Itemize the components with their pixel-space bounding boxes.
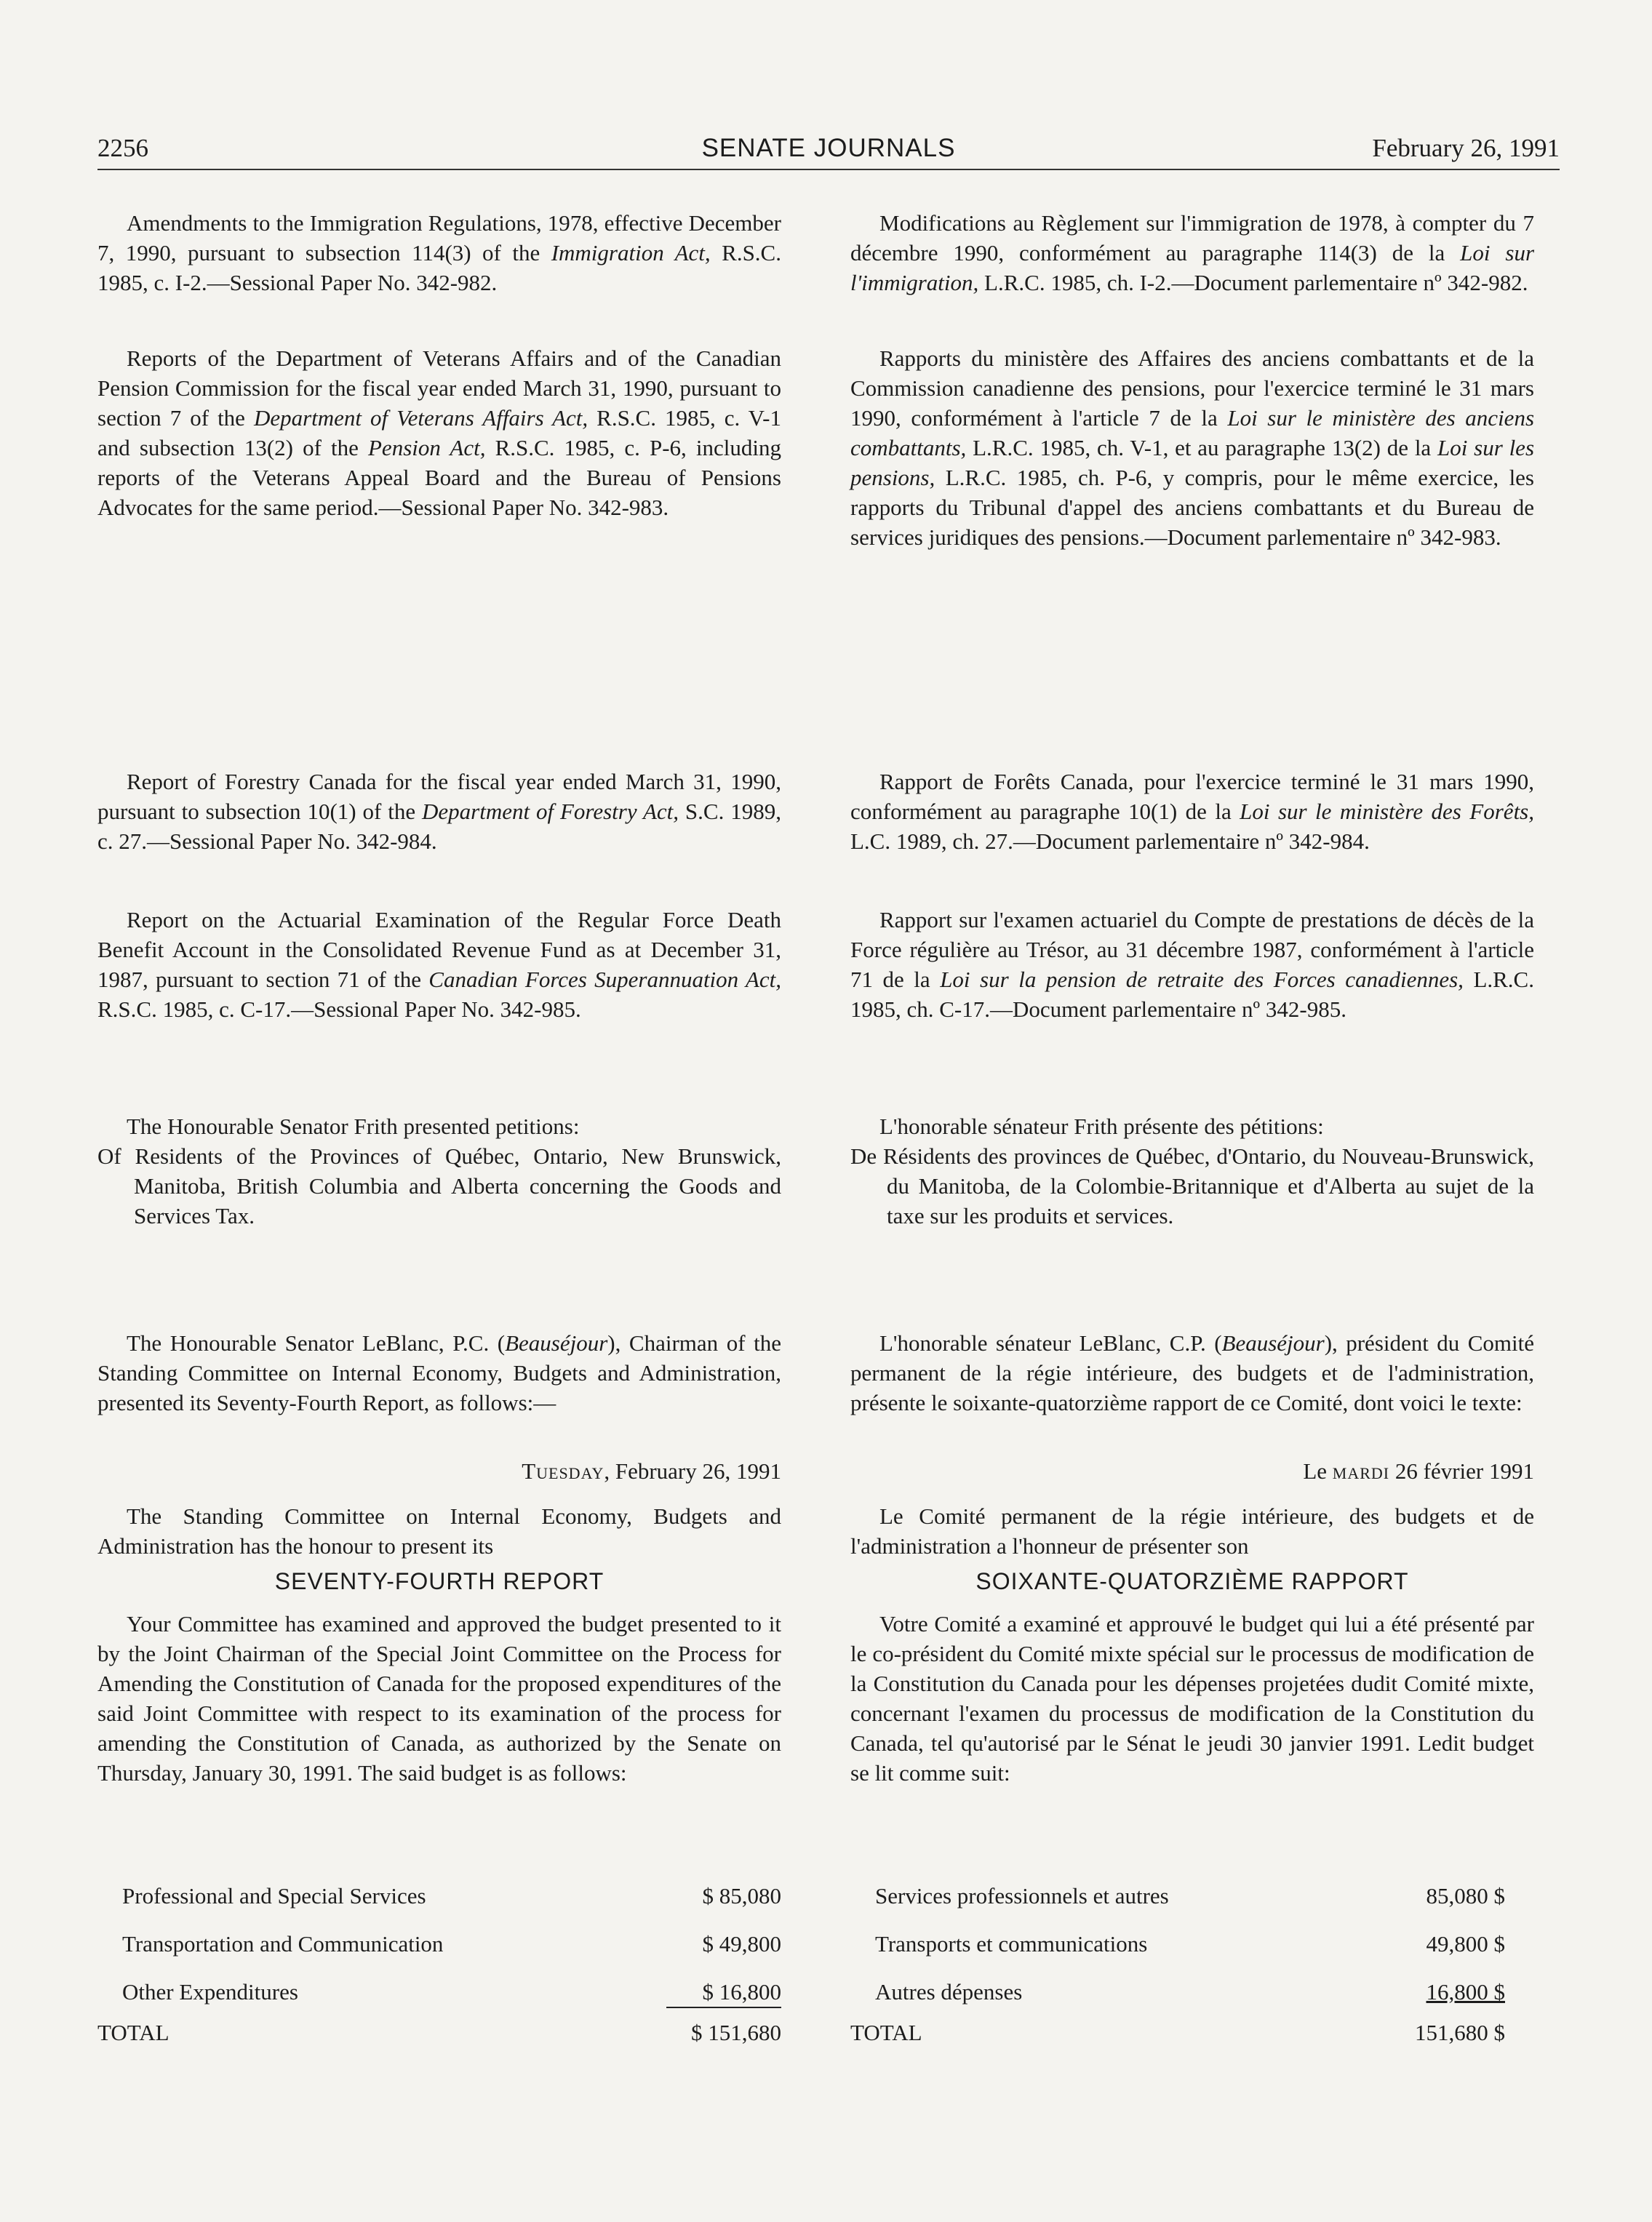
- text: Le: [1303, 1458, 1333, 1484]
- budget-label: Autres dépenses: [875, 1979, 1023, 2005]
- act-title: Loi sur la pension de retraite des Forces canadiennes,: [940, 967, 1464, 992]
- budget-row: [850, 1874, 1534, 1922]
- act-title: Department of Forestry Act,: [422, 799, 679, 824]
- act-title: Pension Act,: [368, 435, 486, 460]
- weekday: mardi: [1332, 1458, 1390, 1484]
- budget-label: Transportation and Communication: [122, 1931, 444, 1957]
- total-label: TOTAL: [850, 2020, 922, 2045]
- text: R.S.C. 1985, c. V-1 and subsection 13(2) of the: [97, 405, 781, 460]
- report-date-line: [850, 1456, 1534, 1486]
- text: SOIXANTE-QUATORZIÈME RAPPORT: [975, 1568, 1409, 1594]
- budget-row: [850, 1922, 1534, 1970]
- text: ), président du Comité permanent de la régie intérieure, des budgets et de l'administration, présente le soixante-quatorzième rapport de ce Comité, dont voici le texte:: [850, 1330, 1534, 1415]
- budget-table: [850, 1874, 1534, 2066]
- budget-amount: 85,080 $: [1426, 1883, 1505, 1909]
- sessional-paper-342-983: [97, 343, 781, 522]
- sessional-paper-342-984: [97, 767, 781, 856]
- report-body: [97, 1609, 781, 1788]
- act-title: Loi sur les pensions,: [850, 435, 1535, 490]
- document-342-982: [850, 208, 1534, 297]
- riding-name: Beauséjour: [505, 1330, 608, 1356]
- text: Report on the Actuarial Examination of the Regular Force Death Benefit Account in the Consolidated Revenue Fund as at December 31, 1987, pursuant to section 71 of the: [97, 907, 781, 992]
- text: Rapport de Forêts Canada, pour l'exercice terminé le 31 mars 1990, conformément au paragraphe 10(1) de la: [850, 769, 1534, 824]
- text: L.R.C. 1985, ch. I-2.—Document parlementaire nº 342-982.: [978, 270, 1528, 295]
- text: Report of Forestry Canada for the fiscal year ended March 31, 1990, pursuant to subsection 10(1) of the: [97, 769, 781, 824]
- sessional-paper-342-982: [97, 208, 781, 297]
- report-date-line: [97, 1456, 781, 1486]
- petition-intro: The Honourable Senator Frith presented petitions:: [127, 1114, 580, 1139]
- text: The Standing Committee on Internal Economy, Budgets and Administration has the honour to present its: [97, 1503, 781, 1559]
- riding-name: Beauséjour: [1221, 1330, 1325, 1356]
- act-title: Immigration Act,: [551, 240, 711, 265]
- budget-total-row: [850, 2018, 1534, 2066]
- document-342-983: [850, 343, 1534, 552]
- text: S.C. 1989, c. 27.—Sessional Paper No. 342-984.: [97, 799, 781, 854]
- petitions: [97, 1111, 781, 1231]
- document-342-984: [850, 767, 1534, 856]
- budget-row: [97, 1922, 781, 1970]
- text: L'honorable sénateur LeBlanc, C.P. (: [879, 1330, 1222, 1356]
- report-body: [850, 1609, 1534, 1788]
- budget-amount: 49,800 $: [1426, 1931, 1505, 1957]
- petition-text: Of Residents of the Provinces of Québec, Ontario, New Brunswick, Manitoba, British Columbia and Alberta concerning the Goods and Services Tax.: [97, 1143, 781, 1228]
- budget-amount: $ 16,800: [666, 1977, 782, 2008]
- act-title: Loi sur le ministère des Forêts,: [1240, 799, 1534, 824]
- sessional-paper-342-985: [97, 905, 781, 1024]
- text: L.R.C. 1985, ch. C-17.—Document parlementaire nº 342-985.: [850, 967, 1534, 1022]
- document-342-985: [850, 905, 1534, 1024]
- budget-label: Professional and Special Services: [122, 1883, 426, 1909]
- act-title: Department of Veterans Affairs Act,: [253, 405, 588, 431]
- text: Modifications au Règlement sur l'immigration de 1978, à compter du 7 décembre 1990, conformément au paragraphe 114(3) de la: [850, 210, 1534, 265]
- text: L.R.C. 1985, ch. V-1, et au paragraphe 13(2) de la: [966, 435, 1437, 460]
- budget-label: Transports et communications: [875, 1931, 1148, 1957]
- text: R.S.C. 1985, c. P-6, including reports of the Veterans Appeal Board and the Bureau of Pensions Advocates for the same period.—Sessional Paper No. 342-983.: [97, 435, 782, 520]
- text: Your Committee has examined and approved the budget presented to it by the Joint Chairman of the Special Joint Committee on the Process for Amending the Constitution of Canada for the proposed expenditures of the said Joint Committee with respect to its examination of the process for amending the Constitution of Canada, as authorized by the Senate on Thursday, January 30, 1991. The said budget is as follows:: [97, 1611, 781, 1786]
- budget-total-row: [97, 2018, 781, 2066]
- total-amount: 151,680 $: [1415, 2020, 1505, 2045]
- header-date: February 26, 1991: [1372, 134, 1560, 162]
- total-amount: $ 151,680: [691, 2020, 781, 2045]
- act-title: Loi sur le ministère des anciens combattants,: [850, 405, 1535, 460]
- text: Rapports du ministère des Affaires des anciens combattants et de la Commission canadienne des pensions, pour l'exercice terminé le 31 mars 1990, conformément à l'article 7 de la: [850, 345, 1534, 431]
- budget-amount: 16,800 $: [1426, 1979, 1505, 2005]
- total-label: TOTAL: [97, 2020, 169, 2045]
- budget-row: [850, 1970, 1534, 2018]
- page-number: 2256: [97, 134, 148, 162]
- text: Le Comité permanent de la régie intérieure, des budgets et de l'administration a l'honneur de présenter son: [850, 1503, 1534, 1559]
- budget-label: Services professionnels et autres: [875, 1883, 1169, 1909]
- text: The Honourable Senator LeBlanc, P.C. (: [127, 1330, 506, 1356]
- text: Rapport sur l'examen actuariel du Compte de prestations de décès de la Force régulière au Trésor, au 31 décembre 1987, conformément à l'article 71 de la: [850, 907, 1534, 992]
- journal-title: SENATE JOURNALS: [701, 134, 956, 162]
- budget-amount: $ 49,800: [702, 1931, 781, 1957]
- report-intro: [97, 1328, 781, 1418]
- budget-row: [97, 1874, 781, 1922]
- date: 26 février 1991: [1389, 1458, 1534, 1484]
- report-title: [97, 1567, 781, 1596]
- text: L.C. 1989, ch. 27.—Document parlementaire nº 342-984.: [850, 828, 1370, 854]
- budget-row: [97, 1970, 781, 2018]
- date: , February 26, 1991: [604, 1458, 781, 1484]
- text: R.S.C. 1985, c. I-2.—Sessional Paper No. 342-982.: [97, 240, 781, 295]
- petitions: [850, 1111, 1534, 1231]
- report-title: [850, 1567, 1534, 1596]
- petition-intro: L'honorable sénateur Frith présente des pétitions:: [879, 1114, 1324, 1139]
- page-header: [97, 128, 1560, 170]
- weekday: Tuesday: [522, 1458, 604, 1484]
- act-title: Loi sur l'immigration,: [850, 240, 1535, 295]
- text: Reports of the Department of Veterans Affairs and of the Canadian Pension Commission for the fiscal year ended March 31, 1990, pursuant to section 7 of the: [97, 345, 781, 431]
- petition-text: De Résidents des provinces de Québec, d'Ontario, du Nouveau-Brunswick, du Manitoba, de la Colombie-Britannique et d'Alberta au sujet de la taxe sur les produits et services.: [850, 1143, 1534, 1228]
- committee-line: [850, 1501, 1534, 1561]
- act-title: Canadian Forces Superannuation Act,: [428, 967, 781, 992]
- text: SEVENTY-FOURTH REPORT: [274, 1568, 604, 1594]
- text: Amendments to the Immigration Regulations, 1978, effective December 7, 1990, pursuant to subsection 114(3) of the: [97, 210, 781, 265]
- budget-label: Other Expenditures: [122, 1979, 298, 2005]
- budget-table: [97, 1874, 781, 2066]
- committee-line: [97, 1501, 781, 1561]
- journal-page: [97, 128, 1560, 2045]
- report-intro: [850, 1328, 1534, 1418]
- text: L.R.C. 1985, ch. P-6, y compris, pour le même exercice, les rapports du Tribunal d'appel des anciens combattants et du Bureau de services juridiques des pensions.—Document parlementaire nº 342-983.: [850, 465, 1534, 550]
- text: Votre Comité a examiné et approuvé le budget qui lui a été présenté par le co-président du Comité mixte spécial sur le processus de modification de la Constitution du Canada pour les dépenses projetées dudit Comité mixte, concernant l'examen du processus de modification de la Constitution du Canada, tel qu'autorisé par le Sénat le jeudi 30 janvier 1991. Ledit budget se lit comme suit:: [850, 1611, 1534, 1786]
- text: ), Chairman of the Standing Committee on Internal Economy, Budgets and Administration, presented its Seventy-Fourth Report, as follows:—: [97, 1330, 781, 1415]
- budget-amount: $ 85,080: [702, 1883, 781, 1909]
- text: R.S.C. 1985, c. C-17.—Sessional Paper No. 342-985.: [97, 996, 581, 1022]
